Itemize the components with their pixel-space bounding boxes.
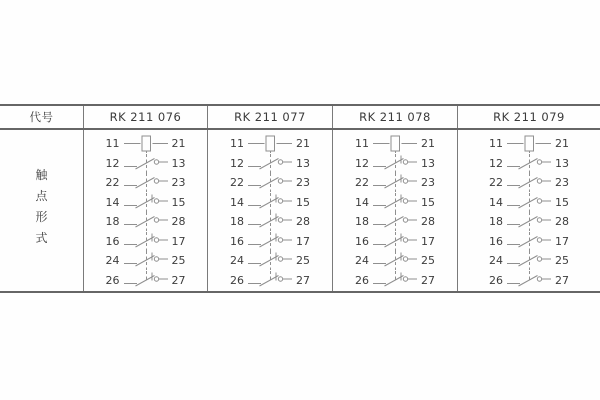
terminal-number-right: 15 [421, 195, 435, 209]
normally-open-contact-symbol [247, 173, 293, 192]
terminal-number-right: 13 [171, 156, 186, 170]
contact-row [208, 271, 332, 291]
terminal-number-right: 25 [421, 254, 435, 268]
terminal-number-right: 15 [171, 195, 186, 209]
model-header-cell: RK 211 077 [207, 106, 332, 128]
contact-row [84, 251, 207, 271]
normally-closed-contact-symbol [123, 251, 169, 270]
contact-row [333, 232, 457, 252]
contact-row [84, 154, 207, 174]
model-header-cell: RK 211 079 [457, 106, 600, 128]
contact-diagram-cell [457, 130, 600, 291]
contact-row [458, 173, 600, 193]
terminal-number-left: 24 [355, 254, 369, 268]
terminal-number-right: 28 [555, 215, 569, 229]
terminal-number-left: 18 [105, 215, 120, 229]
terminal-number-right: 23 [296, 176, 310, 190]
contact-row [458, 232, 600, 252]
contact-row [333, 173, 457, 193]
terminal-number-left: 11 [105, 137, 120, 151]
terminal-number-right: 17 [171, 234, 186, 248]
code-header-cell: 代号 [29, 110, 54, 124]
contact-row [84, 173, 207, 193]
normally-closed-contact-symbol [372, 251, 418, 270]
table-body-row [0, 130, 600, 291]
terminal-number-left: 26 [230, 273, 244, 287]
terminal-number-right: 13 [555, 156, 569, 170]
model-header-cell: RK 211 078 [332, 106, 457, 128]
terminal-number-right: 28 [171, 215, 186, 229]
normally-open-contact-symbol [123, 212, 169, 231]
relay-coil-symbol [506, 134, 552, 153]
terminal-number-right: 23 [421, 176, 435, 190]
row-header-char: 式 [35, 230, 48, 245]
terminal-number-left: 12 [489, 156, 503, 170]
normally-closed-contact-symbol [372, 232, 418, 251]
terminal-number-left: 12 [105, 156, 120, 170]
terminal-number-left: 11 [489, 137, 503, 151]
normally-open-contact-symbol [506, 271, 552, 290]
contact-row [333, 271, 457, 291]
terminal-number-left: 14 [355, 195, 369, 209]
normally-closed-contact-symbol [372, 173, 418, 192]
terminal-number-right: 17 [296, 234, 310, 248]
terminal-number-left: 22 [105, 176, 120, 190]
normally-open-contact-symbol [123, 154, 169, 173]
terminal-number-right: 28 [296, 215, 310, 229]
terminal-number-right: 27 [555, 273, 569, 287]
terminal-number-left: 24 [105, 254, 120, 268]
normally-closed-contact-symbol [123, 232, 169, 251]
terminal-number-right: 13 [296, 156, 310, 170]
contact-diagram-cell [83, 130, 207, 291]
terminal-number-left: 22 [355, 176, 369, 190]
terminal-number-left: 12 [355, 156, 369, 170]
normally-open-contact-symbol [247, 154, 293, 173]
model-header-cell: RK 211 076 [83, 106, 207, 128]
normally-closed-contact-symbol [247, 232, 293, 251]
row-header-char: 形 [35, 209, 48, 224]
normally-open-contact-symbol [372, 212, 418, 231]
contact-row [84, 134, 207, 154]
contact-row [333, 212, 457, 232]
contact-row [458, 251, 600, 271]
contact-row [208, 193, 332, 213]
terminal-number-right: 17 [555, 234, 569, 248]
terminal-number-right: 21 [171, 137, 186, 151]
normally-closed-contact-symbol [247, 271, 293, 290]
terminal-number-left: 18 [489, 215, 503, 229]
relay-coil-symbol [123, 134, 169, 153]
terminal-number-left: 14 [489, 195, 503, 209]
terminal-number-right: 15 [296, 195, 310, 209]
terminal-number-right: 17 [421, 234, 435, 248]
terminal-number-right: 15 [555, 195, 569, 209]
contact-row [84, 212, 207, 232]
terminal-number-right: 23 [171, 176, 186, 190]
terminal-number-right: 28 [421, 215, 435, 229]
contact-row [208, 212, 332, 232]
row-header-char: 触 [35, 167, 48, 182]
contact-row [333, 193, 457, 213]
normally-closed-contact-symbol [123, 271, 169, 290]
contact-row [208, 154, 332, 174]
normally-open-contact-symbol [506, 173, 552, 192]
terminal-number-left: 26 [489, 273, 503, 287]
terminal-number-left: 22 [489, 176, 503, 190]
contact-row [458, 134, 600, 154]
contact-form-table [0, 104, 600, 293]
terminal-number-right: 21 [421, 137, 435, 151]
normally-closed-contact-symbol [247, 193, 293, 212]
normally-closed-contact-symbol [247, 212, 293, 231]
terminal-number-right: 25 [171, 254, 186, 268]
normally-open-contact-symbol [506, 251, 552, 270]
normally-closed-contact-symbol [372, 154, 418, 173]
normally-open-contact-symbol [506, 154, 552, 173]
normally-closed-contact-symbol [247, 251, 293, 270]
contact-row [333, 154, 457, 174]
contact-row [84, 232, 207, 252]
contact-row [208, 134, 332, 154]
terminal-number-left: 24 [230, 254, 244, 268]
terminal-number-left: 11 [355, 137, 369, 151]
terminal-number-right: 25 [296, 254, 310, 268]
contact-row [84, 271, 207, 291]
normally-open-contact-symbol [506, 212, 552, 231]
contact-row [458, 193, 600, 213]
terminal-number-left: 16 [355, 234, 369, 248]
terminal-number-left: 22 [230, 176, 244, 190]
normally-closed-contact-symbol [372, 271, 418, 290]
terminal-number-left: 18 [230, 215, 244, 229]
contact-diagram-cell [207, 130, 332, 291]
contact-row [458, 212, 600, 232]
normally-open-contact-symbol [506, 193, 552, 212]
row-header-cell [0, 130, 83, 291]
contact-row [208, 173, 332, 193]
terminal-number-left: 16 [230, 234, 244, 248]
contact-row [458, 154, 600, 174]
contact-row [333, 134, 457, 154]
row-header-char: 点 [35, 188, 48, 203]
contact-row [458, 271, 600, 291]
terminal-number-left: 26 [355, 273, 369, 287]
table-header-row [0, 106, 600, 130]
normally-open-contact-symbol [123, 173, 169, 192]
terminal-number-left: 14 [230, 195, 244, 209]
terminal-number-right: 27 [171, 273, 186, 287]
terminal-number-left: 26 [105, 273, 120, 287]
contact-row [333, 251, 457, 271]
contact-row [208, 232, 332, 252]
contact-diagram-cell [332, 130, 457, 291]
terminal-number-left: 16 [489, 234, 503, 248]
relay-coil-symbol [247, 134, 293, 153]
contact-row [84, 193, 207, 213]
contact-row [208, 251, 332, 271]
normally-open-contact-symbol [506, 232, 552, 251]
terminal-number-left: 11 [230, 137, 244, 151]
normally-closed-contact-symbol [123, 193, 169, 212]
terminal-number-right: 23 [555, 176, 569, 190]
terminal-number-left: 14 [105, 195, 120, 209]
terminal-number-right: 27 [421, 273, 435, 287]
terminal-number-left: 24 [489, 254, 503, 268]
terminal-number-right: 13 [421, 156, 435, 170]
normally-closed-contact-symbol [372, 193, 418, 212]
terminal-number-right: 25 [555, 254, 569, 268]
terminal-number-left: 12 [230, 156, 244, 170]
relay-coil-symbol [372, 134, 418, 153]
terminal-number-left: 16 [105, 234, 120, 248]
terminal-number-right: 21 [296, 137, 310, 151]
terminal-number-right: 21 [555, 137, 569, 151]
terminal-number-right: 27 [296, 273, 310, 287]
terminal-number-left: 18 [355, 215, 369, 229]
